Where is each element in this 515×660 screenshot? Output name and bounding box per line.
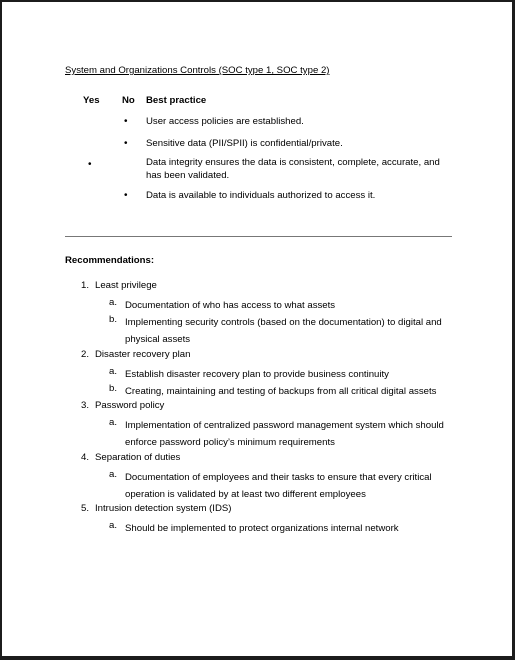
sub-item-text: Implementing security controls (based on the documentation) to digital and physical assets — [125, 317, 442, 345]
practice-text: Data integrity ensures the data is consistent, complete, accurate, and has been validated. — [146, 157, 440, 181]
sub-item-text: Establish disaster recovery plan to provide business continuity — [125, 369, 389, 380]
practice-text: User access policies are established. — [146, 116, 304, 127]
item-label: Disaster recovery plan — [95, 349, 191, 360]
section-heading: System and Organizations Controls (SOC type 1, SOC type 2) — [65, 65, 330, 76]
sub-item-text: Documentation of who has access to what assets — [125, 300, 336, 311]
item-label: Separation of duties — [95, 452, 181, 463]
item-number: 1. — [81, 280, 90, 291]
sub-item-text: Creating, maintaining and testing of backups from all critical digital assets — [125, 386, 437, 397]
sub-item-letter: a. — [109, 520, 118, 531]
sub-item-letter: b. — [109, 383, 118, 394]
no-marker: • — [124, 190, 128, 201]
item-label: Intrusion detection system (IDS) — [95, 503, 232, 514]
section-divider — [65, 236, 452, 237]
column-header-yes: Yes — [83, 95, 100, 106]
sub-item-text: Documentation of employees and their tasks to ensure that every critical operation is validated by at least two different employees — [125, 472, 432, 500]
no-marker: • — [124, 138, 128, 149]
column-header-no: No — [122, 95, 135, 106]
sub-item-letter: b. — [109, 314, 118, 325]
sub-item-text: Implementation of centralized password management system which should enforce password policy’s minimum requirements — [125, 420, 444, 448]
item-number: 2. — [81, 349, 90, 360]
document-content — [2, 2, 512, 656]
sub-item-letter: a. — [109, 297, 118, 308]
practice-text: Data is available to individuals authorized to access it. — [146, 190, 376, 201]
item-label: Least privilege — [95, 280, 157, 291]
recommendations-heading: Recommendations: — [65, 255, 155, 266]
no-marker: • — [124, 116, 128, 127]
item-label: Password policy — [95, 400, 165, 411]
document-page — [2, 2, 512, 656]
sub-item-letter: a. — [109, 469, 118, 480]
item-number: 4. — [81, 452, 90, 463]
sub-item-text: Should be implemented to protect organizations internal network — [125, 523, 399, 534]
yes-marker: • — [88, 159, 92, 170]
sub-item-letter: a. — [109, 417, 118, 428]
item-number: 5. — [81, 503, 90, 514]
practice-text: Sensitive data (PII/SPII) is confidential/private. — [146, 138, 343, 149]
item-number: 3. — [81, 400, 90, 411]
column-header-best-practice: Best practice — [146, 95, 207, 106]
sub-item-letter: a. — [109, 366, 118, 377]
